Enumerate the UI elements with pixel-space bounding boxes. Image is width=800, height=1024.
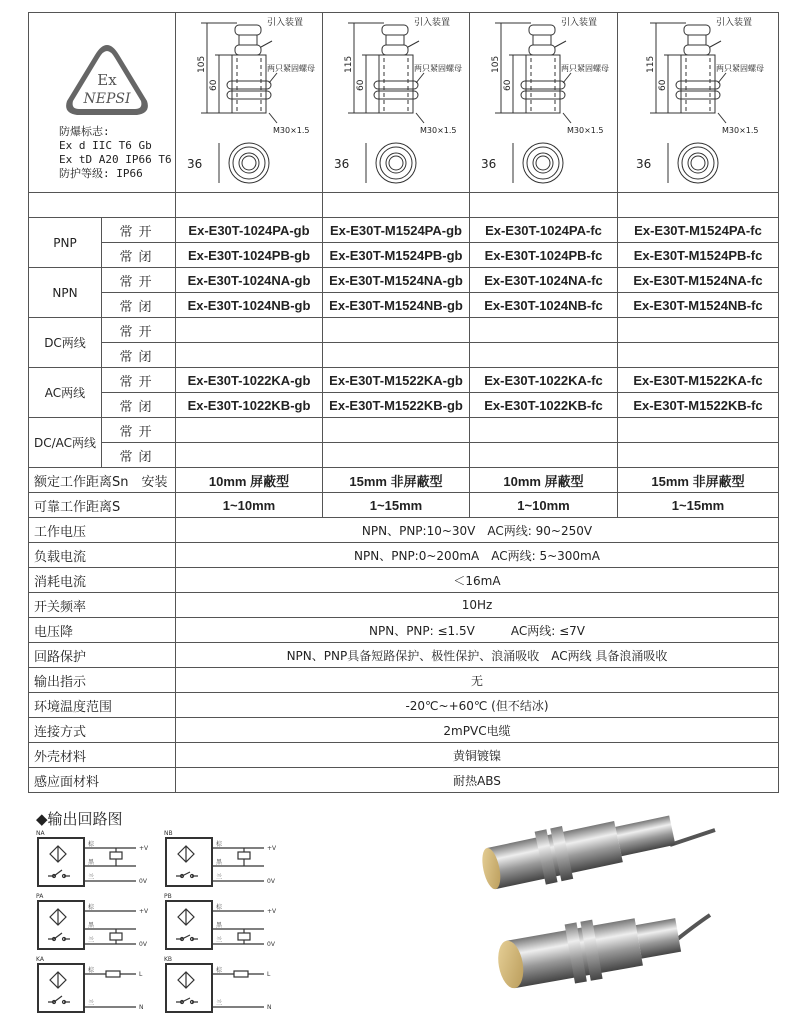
circuit-diagram-pa: [36, 893, 156, 953]
model-number: Ex-E30T-M1524NB-gb: [323, 293, 470, 318]
nuts-label: 两只紧固螺母: [266, 64, 315, 73]
output-type: NPN: [29, 268, 102, 318]
spec-row: [29, 618, 779, 643]
reliable-value: 1~15mm: [618, 493, 779, 518]
wire-color: 兰: [88, 874, 95, 881]
reliable-row: [29, 493, 779, 518]
model-number: Ex-E30T-M1524PA-gb: [323, 218, 470, 243]
wire-color: 棕: [88, 904, 95, 911]
model-number: Ex-E30T-M1524PA-fc: [618, 218, 779, 243]
model-number: Ex-E30T-M1524NB-fc: [618, 293, 779, 318]
model-number: Ex-E30T-1024NB-gb: [176, 293, 323, 318]
inlet-label: 引入装置: [561, 18, 598, 28]
nepsi-logo: [57, 41, 157, 121]
model-row: [29, 418, 779, 443]
circuit-diagram-nb: [164, 830, 284, 890]
contact-type: 常闭: [102, 243, 176, 268]
circuit-code: KA: [36, 956, 44, 963]
spec-label: 环境温度范围: [29, 693, 176, 718]
contact-type: 常开: [102, 218, 176, 243]
model-number: [618, 318, 779, 343]
model-number: [470, 418, 618, 443]
spec-label: 电压降: [29, 618, 176, 643]
model-number: Ex-E30T-1024NB-fc: [470, 293, 618, 318]
model-number: [323, 418, 470, 443]
output-type: DC两线: [29, 318, 102, 368]
model-row: [29, 343, 779, 368]
spec-row: [29, 543, 779, 568]
hex-size: 36: [635, 157, 651, 171]
protection-grade: 防护等级: IP66: [59, 167, 143, 180]
model-number: Ex-E30T-M1522KB-gb: [323, 393, 470, 418]
model-number: [618, 418, 779, 443]
thread-spec: M30×1.5: [721, 126, 759, 135]
model-number: Ex-E30T-1024PB-gb: [176, 243, 323, 268]
circuit-code: PB: [164, 893, 172, 900]
spec-value: NPN、PNP具备短路保护、极性保护、浪涌吸收 AC两线 具备浪涌吸收: [176, 643, 779, 668]
model-number: [618, 443, 779, 468]
hex-size: 36: [186, 157, 202, 171]
spec-value: ＜16mA: [176, 568, 779, 593]
marking-line2: Ex tD A20 IP66 T6: [59, 153, 172, 166]
terminal: L: [267, 971, 271, 978]
inlet-label: 引入装置: [715, 18, 752, 28]
nuts-label: 两只紧固螺母: [413, 64, 462, 73]
rated-value: 15mm 非屏蔽型: [618, 468, 779, 493]
circuit-code: NB: [164, 830, 173, 837]
model-number: Ex-E30T-1022KA-gb: [176, 368, 323, 393]
model-row: [29, 318, 779, 343]
circuit-code: PA: [36, 893, 44, 900]
rated-value: 10mm 屏蔽型: [470, 468, 618, 493]
spec-label: 输出指示: [29, 668, 176, 693]
model-number: Ex-E30T-1024PA-gb: [176, 218, 323, 243]
model-number: Ex-E30T-1022KA-fc: [470, 368, 618, 393]
model-number: [323, 318, 470, 343]
empty-cell: [470, 193, 618, 218]
spec-label: 开关频率: [29, 593, 176, 618]
spec-row: [29, 693, 779, 718]
spec-label: 工作电压: [29, 518, 176, 543]
model-number: [176, 343, 323, 368]
spec-label: 感应面材料: [29, 768, 176, 793]
terminal: +V: [267, 908, 277, 915]
thread-length: 60: [355, 79, 366, 91]
contact-type: 常闭: [102, 393, 176, 418]
marking-title: 防爆标志:: [59, 125, 110, 138]
spec-table: [28, 12, 779, 793]
spec-label: 负载电流: [29, 543, 176, 568]
thread-length: 60: [208, 79, 219, 91]
model-row: [29, 243, 779, 268]
circuit-diagram-pb: [164, 893, 284, 953]
explosion-marking: [59, 125, 172, 181]
wire-color: 棕: [216, 841, 223, 848]
model-number: [323, 443, 470, 468]
circuit-code: NA: [36, 830, 45, 837]
model-number: Ex-E30T-1024NA-fc: [470, 268, 618, 293]
spec-row: [29, 593, 779, 618]
wire-color: 兰: [216, 874, 223, 881]
wire-color: 兰: [216, 1000, 223, 1007]
contact-type: 常闭: [102, 343, 176, 368]
nuts-label: 两只紧固螺母: [715, 64, 764, 73]
inlet-label: 引入装置: [413, 18, 450, 28]
wire-color: 兰: [88, 937, 95, 944]
rated-value: 15mm 非屏蔽型: [323, 468, 470, 493]
model-number: [176, 418, 323, 443]
terminal: 0V: [267, 941, 275, 948]
reliable-value: 1~10mm: [176, 493, 323, 518]
terminal: N: [139, 1004, 144, 1011]
terminal: 0V: [267, 878, 275, 885]
model-row: [29, 393, 779, 418]
wire-color: 棕: [88, 841, 95, 848]
wire-color: 棕: [216, 967, 223, 974]
spec-row: [29, 518, 779, 543]
circuit-diagram-ka: [36, 956, 156, 1016]
spec-value: NPN、PNP:0~200mA AC两线: 5~300mA: [176, 543, 779, 568]
total-length: 115: [343, 55, 354, 73]
contact-type: 常开: [102, 318, 176, 343]
spec-row: [29, 643, 779, 668]
spec-row: [29, 718, 779, 743]
model-number: Ex-E30T-M1524NA-fc: [618, 268, 779, 293]
terminal: L: [139, 971, 143, 978]
model-row: [29, 443, 779, 468]
output-type: DC/AC两线: [29, 418, 102, 468]
model-number: Ex-E30T-M1522KA-gb: [323, 368, 470, 393]
wire-color: 棕: [216, 904, 223, 911]
reliable-value: 1~10mm: [470, 493, 618, 518]
wire-color: 黑: [216, 859, 223, 866]
output-type: PNP: [29, 218, 102, 268]
spec-value: NPN、PNP: ≤1.5V AC两线: ≤7V: [176, 618, 779, 643]
model-number: Ex-E30T-1024PA-fc: [470, 218, 618, 243]
terminal: 0V: [139, 941, 147, 948]
circuit-diagram-kb: [164, 956, 284, 1016]
terminal: +V: [267, 845, 277, 852]
spec-row: [29, 568, 779, 593]
terminal: +V: [139, 908, 149, 915]
contact-type: 常开: [102, 268, 176, 293]
model-number: Ex-E30T-1024PB-fc: [470, 243, 618, 268]
model-number: Ex-E30T-1022KB-gb: [176, 393, 323, 418]
spec-row: [29, 768, 779, 793]
spec-value: NPN、PNP:10~30V AC两线: 90~250V: [176, 518, 779, 543]
marking-line1: Ex d IIC T6 Gb: [59, 139, 152, 152]
reliable-label: 可靠工作距离S: [29, 493, 176, 518]
model-number: Ex-E30T-1024NA-gb: [176, 268, 323, 293]
spec-value: -20℃~+60℃ (但不结冰): [176, 693, 779, 718]
rated-value: 10mm 屏蔽型: [176, 468, 323, 493]
thread-length: 60: [657, 79, 668, 91]
contact-type: 常开: [102, 418, 176, 443]
spec-row: [29, 668, 779, 693]
svg-text:NEPSI: NEPSI: [83, 91, 131, 107]
drawing-cell: [323, 13, 470, 193]
empty-cell: [618, 193, 779, 218]
circuit-title: ◆输出回路图: [36, 810, 123, 828]
wire-color: 兰: [216, 937, 223, 944]
hex-size: 36: [333, 157, 349, 171]
model-row: [29, 293, 779, 318]
empty-cell: [323, 193, 470, 218]
spec-label: 外壳材料: [29, 743, 176, 768]
model-row: [29, 268, 779, 293]
spec-value: 2mPVC电缆: [176, 718, 779, 743]
spec-label: 消耗电流: [29, 568, 176, 593]
spec-value: 无: [176, 668, 779, 693]
model-number: [618, 343, 779, 368]
spec-label: 回路保护: [29, 643, 176, 668]
wire-color: 棕: [88, 967, 95, 974]
rated-label: 额定工作距离Sn 安装: [29, 468, 176, 493]
drawing-cell: [470, 13, 618, 193]
terminal: +V: [139, 845, 149, 852]
logo-cell: [29, 13, 176, 193]
wire-color: 黑: [88, 859, 95, 866]
contact-type: 常闭: [102, 443, 176, 468]
model-row: [29, 368, 779, 393]
thread-spec: M30×1.5: [567, 126, 604, 135]
model-number: Ex-E30T-M1524PB-gb: [323, 243, 470, 268]
sensor-dimension-drawing: [626, 13, 771, 189]
terminal: N: [267, 1004, 272, 1011]
sensor-dimension-drawing: [324, 13, 469, 189]
spec-value: 耐热ABS: [176, 768, 779, 793]
model-number: Ex-E30T-1022KB-fc: [470, 393, 618, 418]
circuit-diagram-na: [36, 830, 156, 890]
wire-color: 黑: [88, 922, 95, 929]
output-type: AC两线: [29, 368, 102, 418]
nuts-label: 两只紧固螺母: [561, 64, 609, 73]
drawing-cell: [618, 13, 779, 193]
model-number: Ex-E30T-M1522KB-fc: [618, 393, 779, 418]
model-number: [176, 318, 323, 343]
total-length: 105: [196, 55, 207, 73]
rated-row: [29, 468, 779, 493]
model-number: Ex-E30T-M1524NA-gb: [323, 268, 470, 293]
total-length: 115: [645, 55, 656, 73]
model-row: [29, 218, 779, 243]
model-number: [470, 318, 618, 343]
sensor-dimension-drawing: [471, 13, 616, 189]
wire-color: 黑: [216, 922, 223, 929]
sensor-dimension-drawing: [177, 13, 322, 189]
model-number: [176, 443, 323, 468]
thread-spec: M30×1.5: [419, 126, 457, 135]
wire-color: 兰: [88, 1000, 95, 1007]
empty-cell: [176, 193, 323, 218]
total-length: 105: [491, 55, 501, 73]
model-number: [323, 343, 470, 368]
model-number: Ex-E30T-M1522KA-fc: [618, 368, 779, 393]
product-photo: [470, 815, 730, 1015]
empty-cell: [29, 193, 176, 218]
reliable-value: 1~15mm: [323, 493, 470, 518]
spec-value: 黄铜镀镍: [176, 743, 779, 768]
model-number: [470, 443, 618, 468]
spec-row: [29, 743, 779, 768]
circuit-code: KB: [164, 956, 173, 963]
terminal: 0V: [139, 878, 147, 885]
spec-label: 连接方式: [29, 718, 176, 743]
contact-type: 常开: [102, 368, 176, 393]
thread-length: 60: [503, 79, 513, 91]
thread-spec: M30×1.5: [272, 126, 310, 135]
hex-size: 36: [481, 157, 497, 171]
model-number: Ex-E30T-M1524PB-fc: [618, 243, 779, 268]
svg-text:Ex: Ex: [97, 71, 117, 89]
model-number: [470, 343, 618, 368]
contact-type: 常闭: [102, 293, 176, 318]
spec-value: 10Hz: [176, 593, 779, 618]
drawing-cell: [176, 13, 323, 193]
inlet-label: 引入装置: [266, 18, 303, 28]
